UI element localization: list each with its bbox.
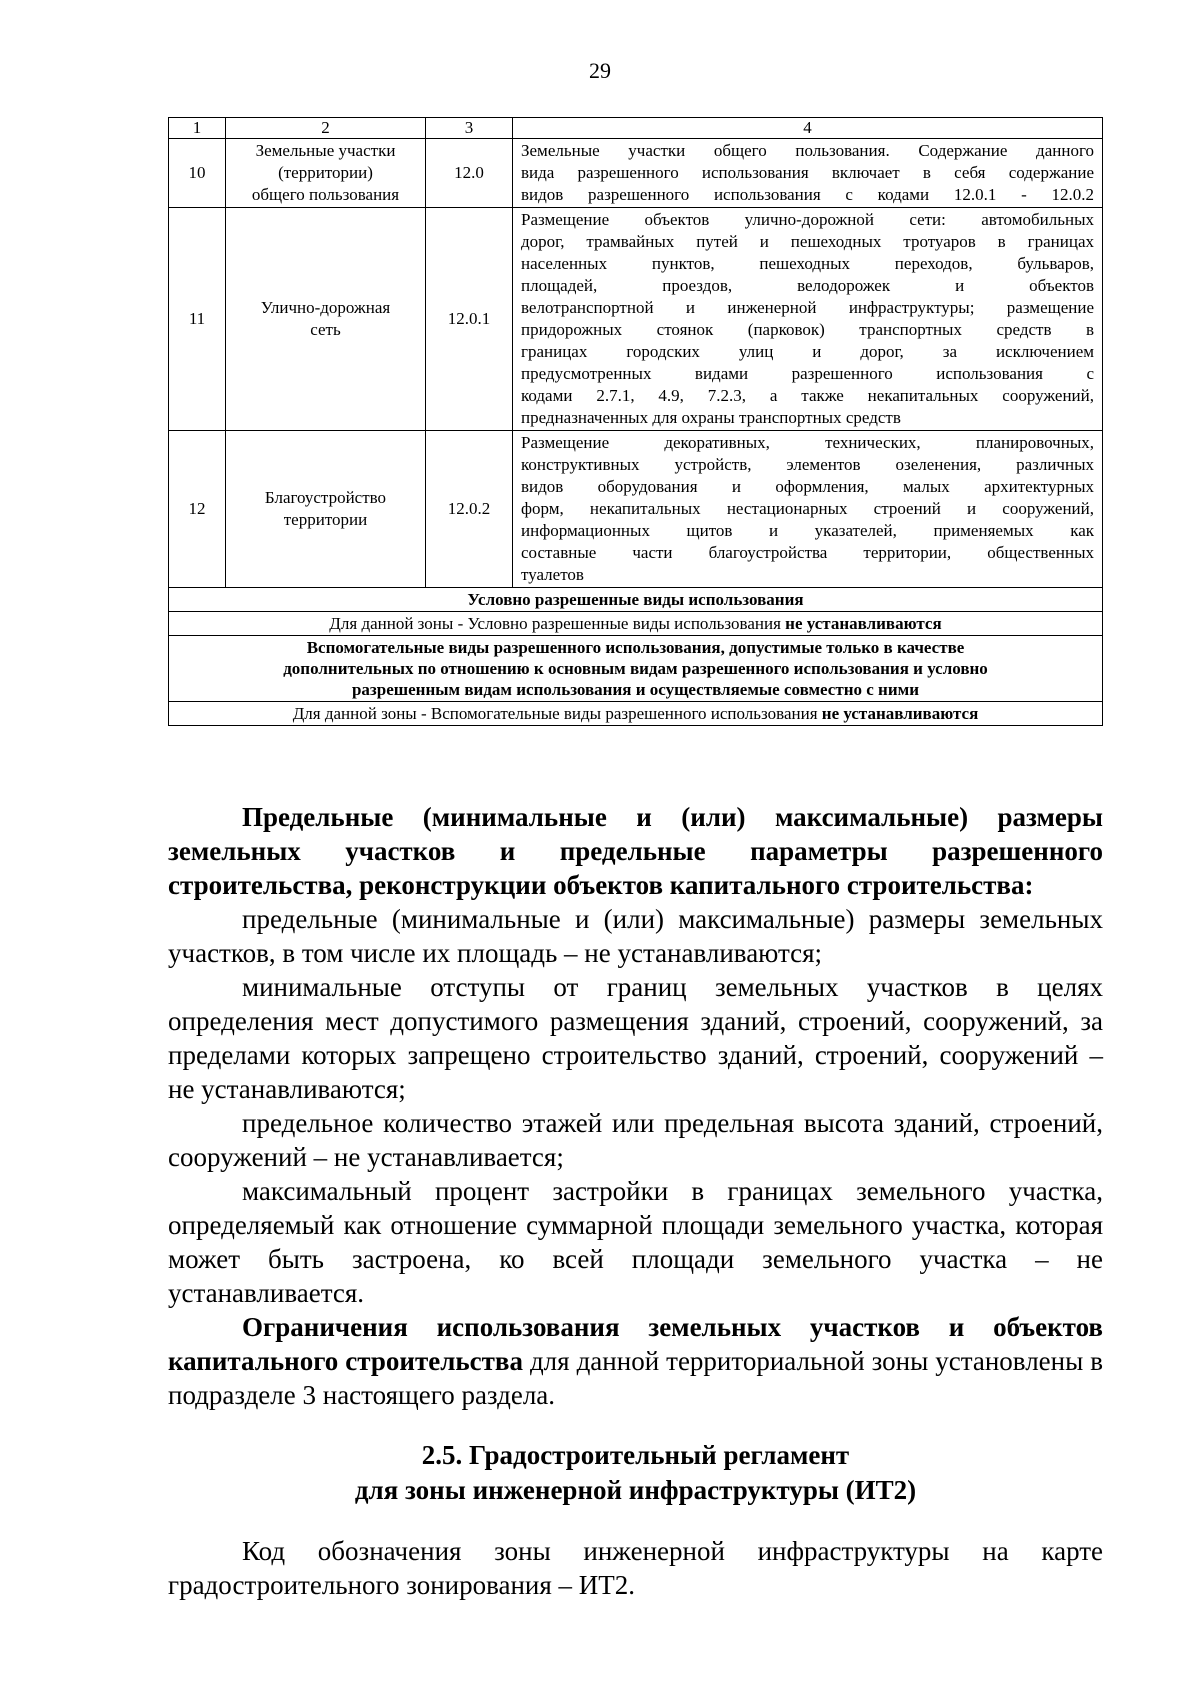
section-title: 2.5. Градостроительный регламент для зоны инженерной инфраструктуры (ИТ2) xyxy=(354,1440,917,1505)
restrictions-paragraph: Ограничения использования земельных участков и объектов капитального строительства для данной территориальной зоны установлены в подразделе 3 настоящего раздела. xyxy=(168,1312,1103,1410)
limit-paragraph: минимальные отступы от границ земельных участков в целях определения мест допустимого размещения зданий, строений, сооружений, за пределами которых запрещено строительство зданий, строений, сооружений – не устанавливаются; xyxy=(168,972,1103,1104)
row-number: 11 xyxy=(169,208,226,431)
row-number: 10 xyxy=(169,139,226,208)
auxiliary-uses-heading-row xyxy=(169,636,1103,702)
land-use-code: 12.0.1 xyxy=(426,208,513,431)
auxiliary-uses-note-row xyxy=(169,702,1103,726)
column-header-3: 3 xyxy=(426,118,513,139)
table-row xyxy=(169,431,1103,588)
column-header-2: 2 xyxy=(226,118,426,139)
limit-paragraph: предельное количество этажей или предельная высота зданий, строений, сооружений – не устанавливается; xyxy=(168,1108,1103,1172)
conditional-uses-heading-row xyxy=(169,588,1103,612)
land-use-description: Размещение декоративных, технических, планировочных, конструктивных устройств, элементов озеленения, различных видов оборудования и оформления, малых архитектурных форм, некапитальных нестационарных строений и сооружений, информационных щитов и указателей, применяемых как составные части благоустройства территории, общественных туалетов xyxy=(513,431,1103,588)
conditional-uses-heading: Условно разрешенные виды использования xyxy=(169,588,1103,612)
land-use-code: 12.0 xyxy=(426,139,513,208)
column-header-1: 1 xyxy=(169,118,226,139)
auxiliary-uses-heading: Вспомогательные виды разрешенного использования, допустимые только в качестве дополнительных по отношению к основным видам разрешенного использования и условно разрешенным видам использования и осуществляемые совместно с ними xyxy=(169,636,1103,702)
land-use-name: Земельные участки (территории) общего пользования xyxy=(226,139,426,208)
page-number: 29 xyxy=(589,58,611,83)
land-use-name: Улично-дорожная сеть xyxy=(226,208,426,431)
conditional-uses-note: Для данной зоны - Условно разрешенные виды использования не устанавливаются xyxy=(169,612,1103,636)
limit-paragraph: предельные (минимальные и (или) максимальные) размеры земельных участков, в том числе их площадь – не устанавливаются; xyxy=(168,904,1103,968)
table-row xyxy=(169,208,1103,431)
zone-code-paragraph: Код обозначения зоны инженерной инфраструктуры на карте градостроительного зонирования – ИТ2. xyxy=(168,1536,1103,1600)
auxiliary-uses-note: Для данной зоны - Вспомогательные виды разрешенного использования не устанавливаются xyxy=(169,702,1103,726)
land-use-name: Благоустройство территории xyxy=(226,431,426,588)
land-use-description: Земельные участки общего пользования. Содержание данного вида разрешенного использования включает в себя содержание видов разрешенного использования с кодами 12.0.1 - 12.0.2 xyxy=(513,139,1103,208)
table-row xyxy=(169,139,1103,208)
land-use-description: Размещение объектов улично-дорожной сети: автомобильных дорог, трамвайных путей и пешеходных тротуаров в границах населенных пунктов, пешеходных переходов, бульваров, площадей, проездов, велодорожек и объектов велотранспортной и инженерной инфраструктуры; размещение придорожных стоянок (парковок) транспортных средств в границах городских улиц и дорог, за исключением предусмотренных видами разрешенного использования с кодами 2.7.1, 4.9, 7.2.3, а также некапитальных сооружений, предназначенных для охраны транспортных средств xyxy=(513,208,1103,431)
conditional-uses-note-row xyxy=(169,612,1103,636)
table-header-row xyxy=(169,118,1103,139)
column-header-4: 4 xyxy=(513,118,1103,139)
land-use-code: 12.0.2 xyxy=(426,431,513,588)
limit-paragraph: максимальный процент застройки в границах земельного участка, определяемый как отношение суммарной площади земельного участка, которая может быть застроена, ко всей площади земельного участка – не устанавливается. xyxy=(168,1176,1103,1308)
limits-heading: Предельные (минимальные и (или) максимальные) размеры земельных участков и предельные параметры разрешенного строительства, реконструкции объектов капитального строительства: xyxy=(168,802,1103,900)
limits-paragraphs xyxy=(168,902,1103,1310)
land-use-table xyxy=(168,117,1103,726)
row-number: 12 xyxy=(169,431,226,588)
